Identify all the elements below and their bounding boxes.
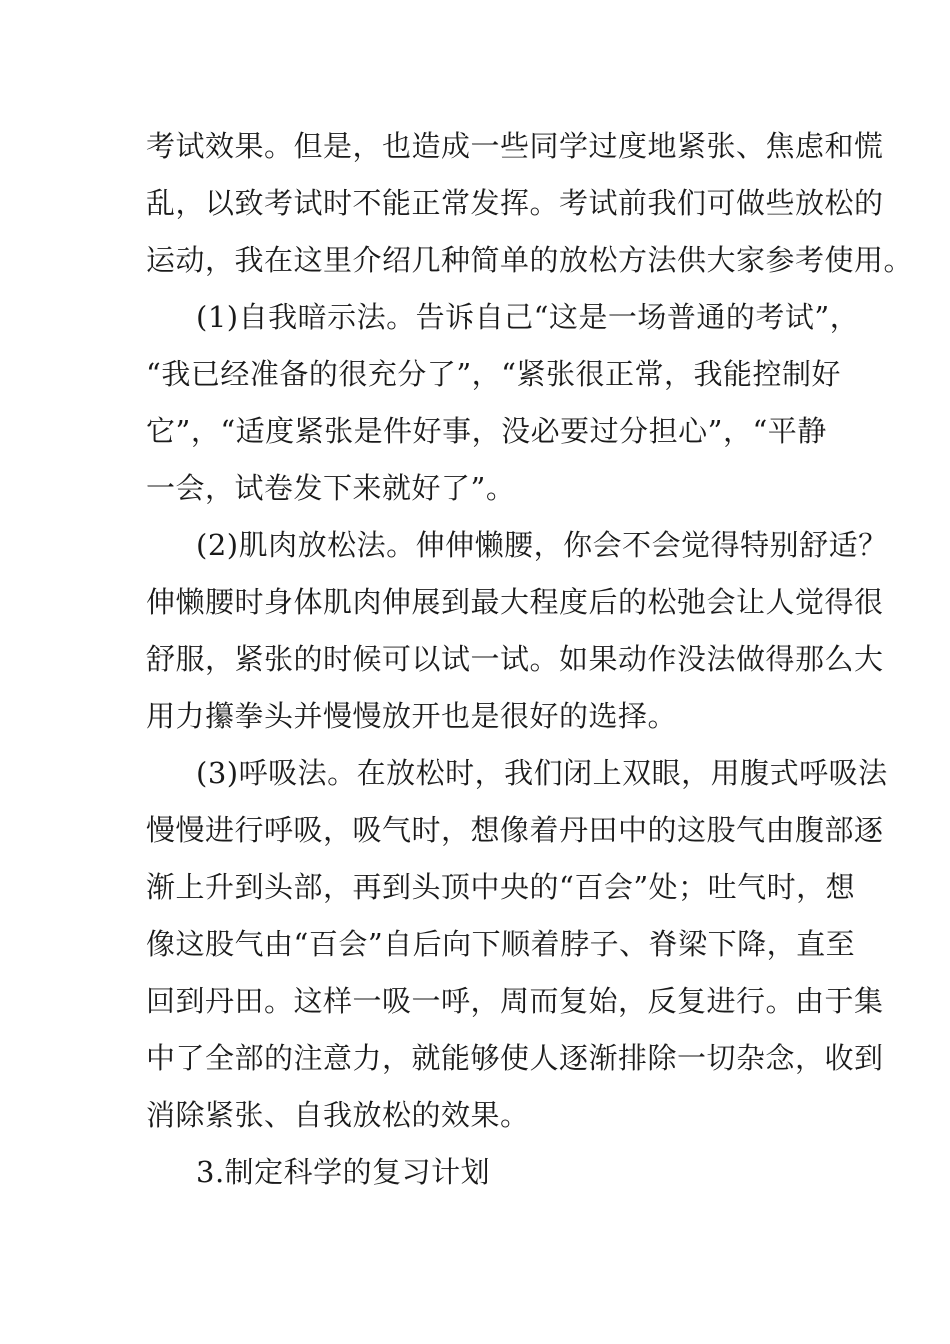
paragraph-method-3 [146,745,888,1144]
text-line: 像这股气由“百会”自后向下顺着脖子、脊梁下降，直至 [146,927,856,961]
text-line: 运动，我在这里介绍几种简单的放松方法供大家参考使用。 [146,243,914,277]
heading-text: 3.制定科学的复习计划 [196,1155,491,1189]
text-line: (2)肌肉放松法。伸伸懒腰，你会不会觉得特别舒适？ [196,528,888,562]
text-line: 回到丹田。这样一吸一呼，周而复始，反复进行。由于集 [146,984,884,1018]
text-line: 乱，以致考试时不能正常发挥。考试前我们可做些放松的 [146,186,884,220]
text-line: (3)呼吸法。在放松时，我们闭上双眼，用腹式呼吸法 [196,756,888,790]
text-line: 用力攥拳头并慢慢放开也是很好的选择。 [146,699,678,733]
text-line: 渐上升到头部，再到头顶中央的“百会”处；吐气时，想 [146,870,856,904]
text-line: 中了全部的注意力，就能够使人逐渐排除一切杂念，收到 [146,1041,884,1075]
text-line: 消除紧张、自我放松的效果。 [146,1098,530,1132]
section-heading [146,1144,810,1201]
text-line: 舒服，紧张的时候可以试一试。如果动作没法做得那么大 [146,642,884,676]
text-line: 伸懒腰时身体肌肉伸展到最大程度后的松弛会让人觉得很 [146,585,884,619]
paragraph-method-1 [146,289,860,517]
text-line: 它”，“适度紧张是件好事，没必要过分担心”，“平静 [146,414,827,448]
document-body [146,118,914,1201]
text-line: 慢慢进行呼吸，吸气时，想像着丹田中的这股气由腹部逐 [146,813,884,847]
paragraph-method-2 [146,517,888,745]
text-line: (1)自我暗示法。告诉自己“这是一场普通的考试”， [196,300,860,334]
text-line: “我已经准备的很充分了”，“紧张很正常，我能控制好 [146,357,841,391]
text-line: 考试效果。但是，也造成一些同学过度地紧张、焦虑和慌 [146,129,884,163]
paragraph-intro [146,118,914,289]
text-line: 一会，试卷发下来就好了”。 [146,471,516,505]
